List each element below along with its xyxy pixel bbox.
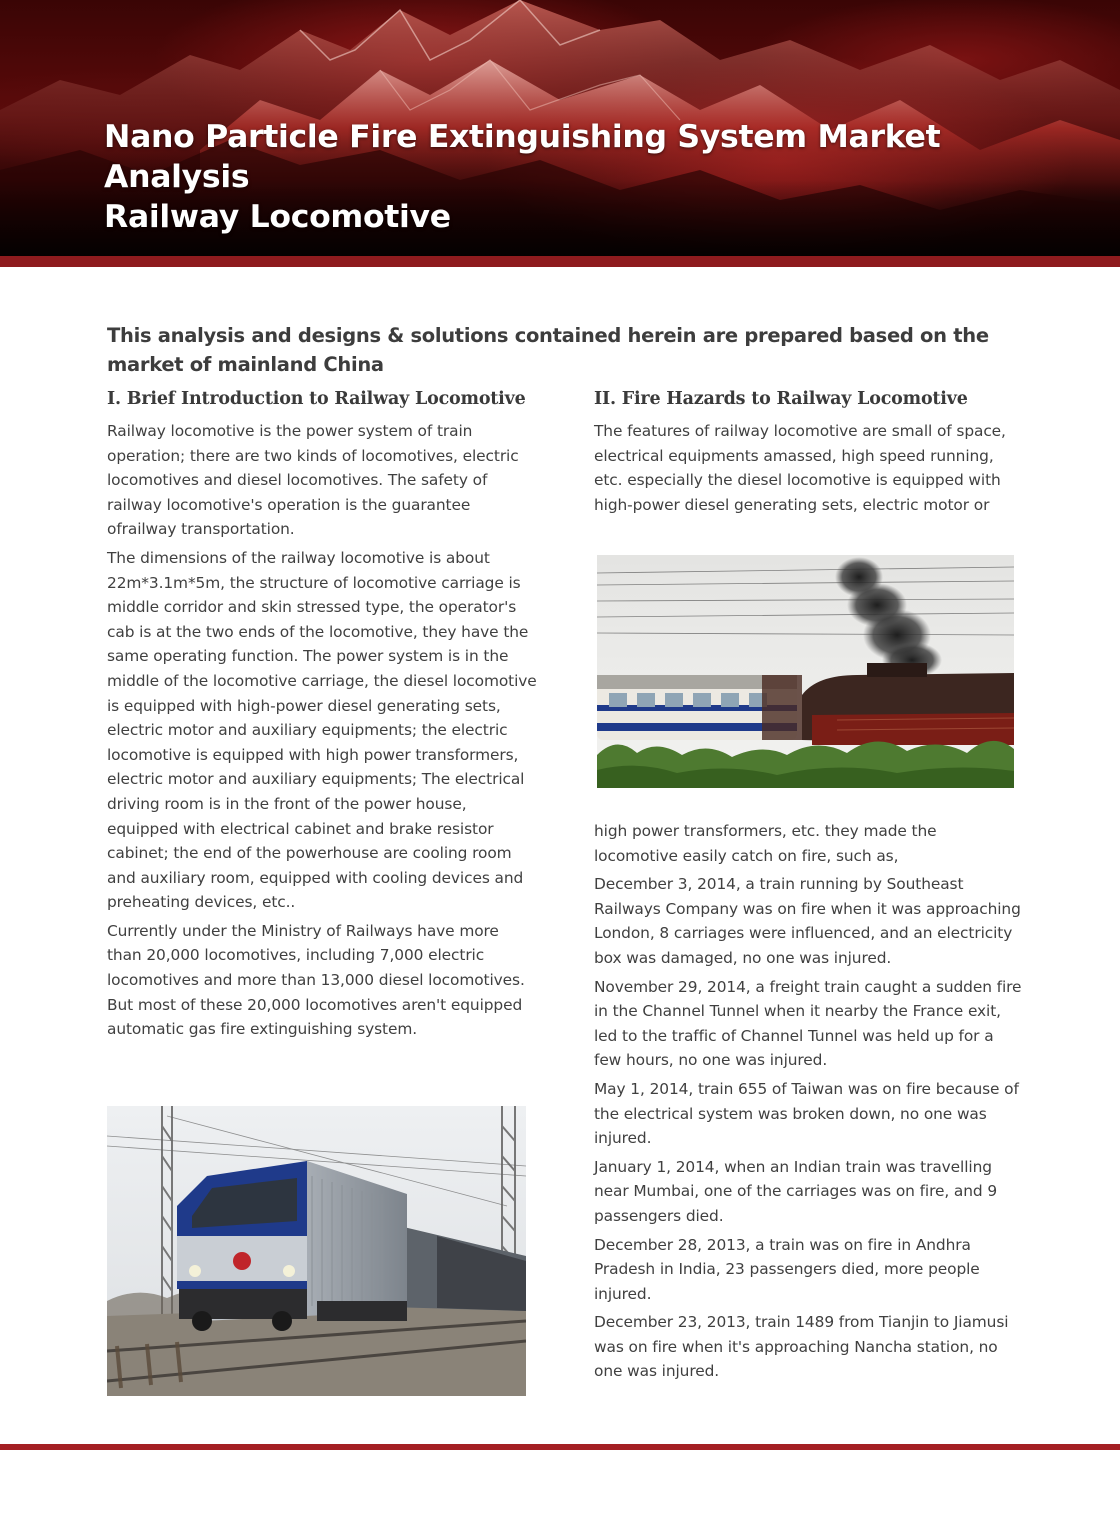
incident-item: January 1, 2014, when an Indian train was travelling near Mumbai, one of the carriages was on fire, and 9 passengers died. — [594, 1157, 998, 1225]
incident-item: December 28, 2013, a train was on fire in Andhra Pradesh in India, 23 passengers died, more people injured. — [594, 1235, 980, 1303]
burning-train-photo — [597, 555, 1014, 788]
incident-item: December 23, 2013, train 1489 from Tianjin to Jiamusi was on fire when it's approaching Nancha station, no one was injured. — [594, 1313, 1009, 1381]
fire-incidents-list — [594, 819, 1024, 1388]
paragraph: The dimensions of the railway locomotive is about 22m*3.1m*5m, the structure of locomotive carriage is middle corridor and skin stressed type, the operator's cab is at the two ends of the locomotive, they have the same operating function. The power system is in the middle of the locomotive carriage, the diesel locomotive is equipped with high-power diesel generating sets, electric motor and auxiliary equipments; the electric locomotive is equipped with high power transformers, electric motor and auxiliary equipments; The electrical driving room is in the front of the power house, equipped with electrical cabinet and brake resistor cabinet; the end of the powerhouse are cooling room and auxiliary room, equipped with cooling devices and preheating devices, etc.. — [107, 548, 537, 912]
page-title-line1: Nano Particle Fire Extinguishing System Market Analysis — [104, 119, 941, 195]
paragraph: The features of railway locomotive are small of space, electrical equipments amassed, high speed running, etc. especially the diesel locomotive is equipped with high-power diesel generating sets, electric motor or — [594, 422, 1006, 514]
incident-item: November 29, 2014, a freight train caught a sudden fire in the Channel Tunnel when it nearby the France exit, led to the traffic of Channel Tunnel was held up for a few hours, no one was injured. — [594, 977, 1022, 1070]
incident-item: December 3, 2014, a train running by Southeast Railways Company was on fire when it was approaching London, 8 carriages were influenced, and an electricity box was damaged, no one was injured. — [594, 875, 1021, 967]
electric-locomotive-photo — [107, 1106, 526, 1396]
paragraph: Currently under the Ministry of Railways have more than 20,000 locomotives, including 7,000 electric locomotives and more than 13,000 diesel locomotives. But most of these 20,000 locomotives aren't equipped automatic gas fire extinguishing system. — [107, 921, 525, 1039]
section-brief-introduction — [107, 385, 537, 1046]
intro-statement: This analysis and designs & solutions contained herein are prepared based on the market of mainland China — [107, 324, 989, 376]
incident-item: May 1, 2014, train 655 of Taiwan was on fire because of the electrical system was broken down, no one was injured. — [594, 1079, 1019, 1148]
page-title-line2: Railway Locomotive — [104, 199, 451, 235]
header-banner — [0, 0, 1120, 256]
paragraph: Railway locomotive is the power system of train operation; there are two kinds of locomotives, electric locomotives and diesel locomotives. The safety of railway locomotive's operation is the guarantee ofrailway transportation. — [107, 422, 519, 539]
section-fire-hazards — [594, 385, 1024, 521]
paragraph: high power transformers, etc. they made the locomotive easily catch on fire, such as, — [594, 822, 937, 865]
footer-divider — [0, 1444, 1120, 1450]
section-heading: II. Fire Hazards to Railway Locomotive — [594, 389, 968, 409]
section-heading: I. Brief Introduction to Railway Locomotive — [107, 389, 526, 409]
header-divider — [0, 256, 1120, 267]
page-title — [104, 117, 1094, 237]
